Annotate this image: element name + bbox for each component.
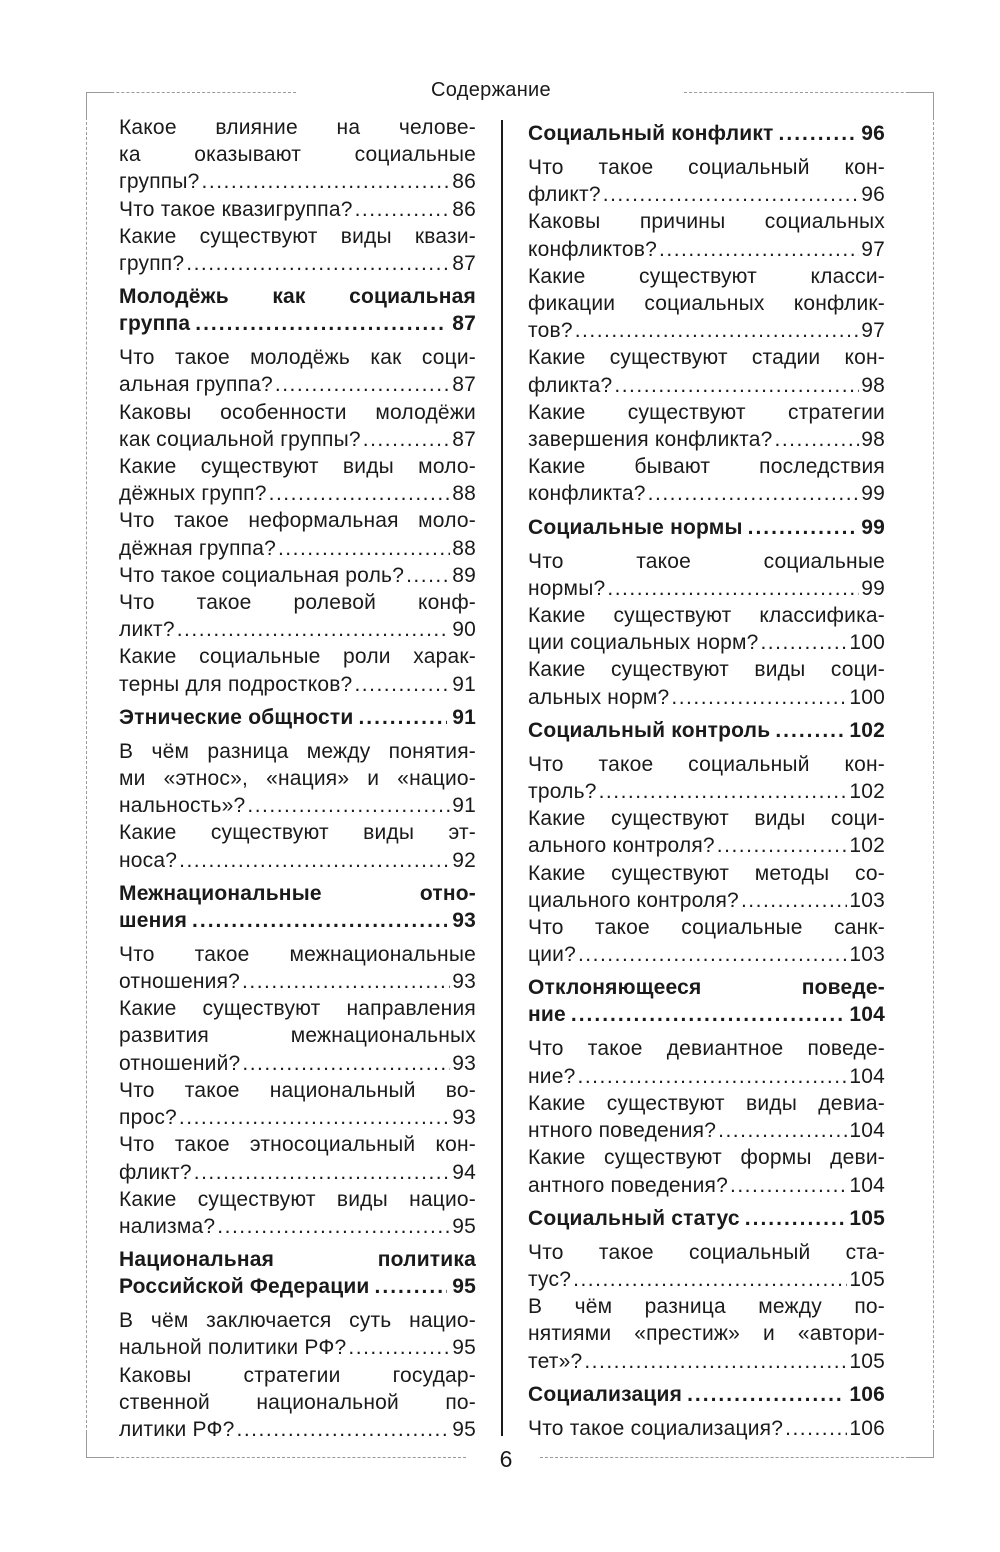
toc-entry-last-line (528, 1063, 885, 1090)
toc-section-heading[interactable] (528, 1381, 885, 1408)
dot-leader (242, 968, 450, 995)
toc-section-heading[interactable] (119, 880, 476, 934)
toc-entry-last-line (528, 717, 885, 744)
dot-leader (375, 1273, 448, 1300)
toc-entry-last-line (528, 317, 885, 344)
dot-leader (785, 1415, 847, 1442)
toc-entry-text: дёжных групп? (119, 482, 267, 506)
toc-entry-line: Что такое социальные санк- (528, 916, 885, 940)
toc-entry-text: Социализация (528, 1382, 683, 1406)
toc-entry-line: Национальная политика (119, 1248, 476, 1272)
dot-leader (603, 181, 860, 208)
toc-entry-last-line (528, 941, 885, 968)
toc-page-number: 88 (452, 482, 476, 506)
dot-leader (217, 1213, 450, 1240)
toc-page-number: 92 (452, 848, 476, 872)
dot-leader (745, 1205, 845, 1232)
toc-entry-text: Что такое социальная роль? (119, 563, 405, 587)
toc-entry-text: Социальный конфликт (528, 122, 774, 145)
toc-entry-line: Какие существуют виды моло- (119, 455, 476, 479)
dot-leader (648, 480, 860, 507)
toc-section-heading[interactable] (119, 283, 476, 337)
dot-leader (202, 168, 451, 195)
toc-entry-line: Отклоняющееся поведе- (528, 976, 885, 1000)
dot-leader (614, 372, 859, 399)
toc-section-heading[interactable] (528, 514, 885, 541)
toc-entry-line: Каковы особенности молодёжи (119, 400, 476, 424)
toc-entry-text: тус? (528, 1267, 572, 1291)
toc-section-heading[interactable] (119, 1246, 476, 1300)
toc-entry-last-line (119, 1273, 476, 1300)
toc-question-entry[interactable] (528, 344, 885, 398)
toc-question-entry[interactable] (119, 1077, 476, 1131)
toc-entry-line: Что такое ролевой конф- (119, 591, 476, 615)
toc-entry-last-line (119, 562, 476, 589)
toc-entry-text: ального контроля? (528, 834, 715, 858)
toc-entry-text: прос? (119, 1106, 177, 1130)
dot-leader (177, 616, 451, 643)
toc-entry-text: как социальной группы? (119, 427, 361, 451)
toc-question-entry[interactable] (119, 399, 476, 453)
toc-entry-line: Что такое молодёжь как соци- (119, 346, 476, 370)
toc-question-entry[interactable] (119, 819, 476, 873)
toc-question-entry[interactable] (528, 860, 885, 914)
dot-leader (775, 426, 860, 453)
toc-entry-text: дёжная группа? (119, 536, 276, 560)
dot-leader (355, 196, 451, 223)
toc-page-number: 87 (452, 373, 476, 397)
toc-entry-last-line (528, 1205, 885, 1232)
dot-leader (575, 317, 860, 344)
toc-question-entry[interactable] (119, 643, 476, 697)
dot-leader (687, 1381, 844, 1408)
toc-entry-line: Какие существуют виды соци- (528, 658, 885, 682)
toc-entry-last-line (528, 629, 885, 656)
dot-leader (671, 684, 847, 711)
toc-entry-last-line (528, 1415, 885, 1442)
toc-question-entry[interactable] (528, 263, 885, 345)
toc-entry-line: Какие существуют виды соци- (528, 807, 885, 831)
toc-page-number: 96 (861, 183, 885, 207)
toc-page-number: 91 (452, 672, 476, 696)
toc-entry-text: нализма? (119, 1214, 216, 1238)
toc-entry-line: Что такое этносоциальный кон- (119, 1133, 476, 1157)
toc-entry-line: Что такое социальные (528, 549, 885, 573)
toc-page-number: 88 (452, 536, 476, 560)
toc-entry-last-line (119, 1213, 476, 1240)
toc-question-entry[interactable] (119, 562, 476, 589)
toc-question-entry[interactable] (119, 1362, 476, 1444)
dot-leader (584, 1348, 847, 1375)
toc-question-entry[interactable] (119, 1186, 476, 1240)
toc-entry-line: Каковы стратегии государ- (119, 1363, 476, 1387)
toc-entry-text: ние? (528, 1064, 576, 1088)
toc-entry-line: Какие бывают последствия (528, 455, 885, 479)
toc-entry-text: тет»? (528, 1349, 583, 1373)
toc-entry-last-line (528, 575, 885, 602)
dot-leader (578, 941, 847, 968)
toc-question-entry[interactable] (528, 453, 885, 507)
toc-page-number: 99 (861, 515, 885, 539)
toc-entry-line: ми «этнос», «нация» и «нацио- (119, 767, 476, 791)
toc-question-entry[interactable] (119, 196, 476, 223)
dot-leader (192, 907, 447, 934)
toc-entry-last-line (528, 120, 885, 147)
toc-left-column (119, 114, 476, 1443)
toc-entry-last-line (528, 887, 885, 914)
toc-page-number: 93 (452, 1106, 476, 1130)
toc-entry-text: группа (119, 312, 191, 336)
toc-page-number: 102 (849, 834, 885, 858)
dot-leader (760, 629, 847, 656)
toc-entry-text: альных норм? (528, 685, 670, 709)
toc-entry-line: Что такое социальный ста- (528, 1240, 885, 1264)
toc-entry-line: Какие существуют виды квази- (119, 224, 476, 248)
dot-leader (358, 704, 447, 731)
dot-leader (599, 778, 848, 805)
toc-page-number: 93 (452, 970, 476, 994)
dot-leader (779, 120, 857, 147)
toc-question-entry[interactable] (119, 738, 476, 820)
toc-page-number: 98 (861, 373, 885, 397)
toc-entry-line: Какие существуют класси- (528, 264, 885, 288)
toc-entry-last-line (119, 371, 476, 398)
toc-entry-last-line (119, 168, 476, 195)
dot-leader (186, 250, 450, 277)
toc-page-number: 89 (452, 563, 476, 587)
dot-leader (730, 1172, 847, 1199)
toc-entry-last-line (528, 514, 885, 541)
toc-entry-last-line (528, 372, 885, 399)
dot-leader (237, 1416, 451, 1443)
toc-question-entry[interactable] (119, 1307, 476, 1361)
toc-entry-line: В чём разница между по- (528, 1295, 885, 1319)
toc-entry-last-line (528, 1348, 885, 1375)
toc-page-number: 95 (452, 1336, 476, 1360)
toc-entry-line: Молодёжь как социальная (119, 285, 476, 309)
toc-question-entry[interactable] (528, 548, 885, 602)
toc-entry-last-line (119, 1416, 476, 1443)
toc-entry-last-line (119, 1050, 476, 1077)
toc-page-number: 100 (849, 631, 885, 655)
dot-leader (741, 887, 847, 914)
toc-entry-last-line (119, 907, 476, 934)
toc-page-number: 104 (849, 1064, 885, 1088)
toc-entry-line: Какие социальные роли харак- (119, 645, 476, 669)
toc-entry-line: В чём заключается суть нацио- (119, 1309, 476, 1333)
toc-page-number: 106 (849, 1382, 885, 1406)
toc-entry-text: Социальные нормы (528, 515, 743, 539)
toc-question-entry[interactable] (528, 399, 885, 453)
toc-entry-text: отношений? (119, 1051, 241, 1075)
toc-entry-text: тов? (528, 319, 573, 343)
toc-entry-line: Какие существуют виды девиа- (528, 1091, 885, 1115)
toc-entry-last-line (119, 1334, 476, 1361)
toc-entry-last-line (528, 1266, 885, 1293)
toc-section-heading[interactable] (528, 717, 885, 744)
toc-entry-text: Социальный статус (528, 1206, 740, 1230)
toc-page-number: 98 (861, 428, 885, 452)
toc-entry-last-line (119, 250, 476, 277)
toc-question-entry[interactable] (119, 453, 476, 507)
toc-entry-text: фликт? (528, 183, 601, 207)
toc-page-number: 94 (452, 1160, 476, 1184)
toc-question-entry[interactable] (528, 805, 885, 859)
toc-entry-text: циального контроля? (528, 888, 739, 912)
toc-page-number: 95 (452, 1275, 476, 1299)
toc-entry-text: нальность»? (119, 794, 246, 818)
toc-question-entry[interactable] (119, 507, 476, 561)
toc-question-entry[interactable] (528, 602, 885, 656)
toc-page-number: 105 (849, 1349, 885, 1373)
toc-question-entry[interactable] (528, 914, 885, 968)
toc-question-entry[interactable] (119, 589, 476, 643)
toc-entry-last-line (528, 1001, 885, 1028)
toc-entry-last-line (528, 1381, 885, 1408)
toc-entry-line: развития межнациональных (119, 1024, 476, 1048)
toc-question-entry[interactable] (528, 1239, 885, 1293)
toc-entry-line: Каковы причины социальных (528, 210, 885, 234)
toc-entry-line: Какие существуют методы со- (528, 861, 885, 885)
toc-entry-line: В чём разница между понятия- (119, 739, 476, 763)
toc-page-number: 91 (452, 794, 476, 818)
toc-entry-last-line (119, 1104, 476, 1131)
toc-entry-line: Какие существуют классифика- (528, 604, 885, 628)
toc-entry-text: альная группа? (119, 373, 273, 397)
toc-page-number: 97 (861, 319, 885, 343)
dot-leader (718, 1117, 847, 1144)
dot-leader (179, 847, 450, 874)
toc-entry-last-line (119, 704, 476, 731)
toc-entry-last-line (528, 778, 885, 805)
toc-entry-text: нальной политики РФ? (119, 1336, 347, 1360)
toc-question-entry[interactable] (119, 1131, 476, 1185)
toc-question-entry[interactable] (528, 751, 885, 805)
dot-leader (775, 717, 844, 744)
toc-page-number: 102 (849, 718, 885, 742)
toc-entry-line: Что такое национальный во- (119, 1078, 476, 1102)
toc-entry-line: Какое влияние на челове- (119, 116, 476, 139)
toc-page-number: 104 (849, 1119, 885, 1143)
toc-section-heading[interactable] (528, 974, 885, 1028)
toc-entry-text: ции социальных норм? (528, 631, 759, 655)
toc-entry-line: нятиями «престиж» и «автори- (528, 1322, 885, 1346)
dot-leader (278, 535, 450, 562)
toc-right-column (528, 114, 885, 1442)
toc-entry-last-line (528, 684, 885, 711)
toc-entry-text: ликт? (119, 618, 175, 642)
dot-leader (406, 562, 450, 589)
dot-leader (607, 575, 859, 602)
toc-entry-text: литики РФ? (119, 1417, 235, 1441)
frame-left-dash (86, 92, 87, 1458)
dot-leader (363, 426, 450, 453)
toc-entry-text: нтного поведения? (528, 1119, 717, 1143)
dot-leader (717, 832, 848, 859)
toc-entry-text: Российской Федерации (119, 1275, 370, 1299)
toc-entry-last-line (528, 480, 885, 507)
toc-entry-text: конфликтов? (528, 237, 658, 261)
toc-page-number: 86 (452, 197, 476, 221)
toc-page-number: 87 (452, 252, 476, 276)
frame-right-dash (933, 92, 934, 1458)
toc-question-entry[interactable] (528, 656, 885, 710)
toc-entry-line: Что такое социальный кон- (528, 156, 885, 179)
toc-entry-text: конфликта? (528, 482, 646, 506)
toc-page-number: 103 (849, 943, 885, 967)
dot-leader (659, 236, 859, 263)
toc-question-entry[interactable] (119, 114, 476, 196)
toc-entry-line: Какие существуют стратегии (528, 400, 885, 424)
toc-entry-text: носа? (119, 848, 178, 872)
dot-leader (348, 1334, 450, 1361)
toc-page-number: 87 (452, 427, 476, 451)
toc-entry-text: группы? (119, 170, 200, 194)
toc-question-entry[interactable] (528, 1090, 885, 1144)
toc-entry-line: ка оказывают социальные (119, 143, 476, 167)
dot-leader (242, 1050, 450, 1077)
toc-entry-last-line (528, 1172, 885, 1199)
dot-leader (748, 514, 857, 541)
toc-page-number: 97 (861, 237, 885, 261)
toc-page-number: 91 (452, 705, 476, 729)
toc-question-entry[interactable] (119, 223, 476, 277)
toc-question-entry[interactable] (528, 1144, 885, 1198)
dot-leader (578, 1063, 848, 1090)
toc-entry-last-line (119, 480, 476, 507)
toc-page-number: 90 (452, 618, 476, 642)
dot-leader (195, 310, 447, 337)
toc-entry-text: Что такое социализация? (528, 1416, 784, 1440)
toc-entry-line: ственной национальной по- (119, 1390, 476, 1414)
page-title: Содержание (431, 79, 551, 101)
toc-question-entry[interactable] (528, 154, 885, 208)
toc-entry-line: Что такое девиантное поведе- (528, 1037, 885, 1061)
toc-entry-last-line (119, 1159, 476, 1186)
dot-leader (354, 671, 450, 698)
toc-page-number: 102 (849, 780, 885, 804)
toc-question-entry[interactable] (119, 941, 476, 995)
toc-entry-last-line (528, 236, 885, 263)
dot-leader (194, 1159, 451, 1186)
toc-entry-text: Социальный контроль (528, 718, 771, 742)
toc-entry-text: антного поведения? (528, 1173, 728, 1197)
page-number: 6 (499, 1446, 513, 1472)
column-divider (501, 120, 503, 1436)
toc-page-number: 87 (452, 312, 476, 336)
dot-leader (179, 1104, 450, 1131)
dot-leader (247, 792, 450, 819)
toc-section-heading[interactable] (119, 704, 476, 731)
toc-question-entry[interactable] (528, 1035, 885, 1089)
toc-entry-text: фликт? (119, 1160, 192, 1184)
toc-entry-text: Этнические общности (119, 705, 354, 729)
toc-entry-line: фикации социальных конфлик- (528, 292, 885, 316)
toc-entry-line: Какие существуют виды нацио- (119, 1187, 476, 1211)
toc-page-number: 104 (849, 1173, 885, 1197)
toc-entry-last-line (119, 968, 476, 995)
toc-page-number: 99 (861, 576, 885, 600)
toc-page-number: 86 (452, 170, 476, 194)
toc-entry-text: ние (528, 1003, 566, 1027)
toc-page-number: 99 (861, 482, 885, 506)
toc-page-number: 95 (452, 1417, 476, 1441)
toc-entry-text: завершения конфликта? (528, 428, 773, 452)
toc-page-number: 93 (452, 908, 476, 932)
toc-entry-line: Какие существуют стадии кон- (528, 346, 885, 370)
toc-entry-last-line (119, 426, 476, 453)
toc-entry-text: фликта? (528, 373, 613, 397)
toc-entry-line: Какие существуют виды эт- (119, 821, 476, 845)
dot-leader (571, 1001, 844, 1028)
dot-leader (269, 480, 451, 507)
toc-question-entry[interactable] (119, 995, 476, 1077)
toc-entry-line: Межнациональные отно- (119, 881, 476, 905)
toc-page-number: 103 (849, 888, 885, 912)
toc-page-number: 100 (849, 685, 885, 709)
toc-entry-line: Что такое неформальная моло- (119, 509, 476, 533)
toc-entry-last-line (528, 181, 885, 208)
toc-question-entry[interactable] (528, 1415, 885, 1442)
toc-page-number: 96 (861, 122, 885, 145)
toc-entry-text: групп? (119, 252, 185, 276)
toc-entry-last-line (119, 847, 476, 874)
toc-question-entry[interactable] (528, 1293, 885, 1375)
toc-page-number: 105 (849, 1267, 885, 1291)
toc-entry-last-line (119, 792, 476, 819)
toc-page-number: 95 (452, 1214, 476, 1238)
dot-leader (275, 371, 450, 398)
toc-entry-line: Что такое межнациональные (119, 942, 476, 966)
toc-question-entry[interactable] (119, 344, 476, 398)
toc-entry-last-line (528, 426, 885, 453)
toc-entry-last-line (119, 535, 476, 562)
toc-page-number: 106 (849, 1416, 885, 1440)
toc-entry-line: Какие существуют направления (119, 997, 476, 1021)
toc-section-heading[interactable] (528, 1205, 885, 1232)
toc-entry-text: троль? (528, 780, 597, 804)
toc-entry-text: ции? (528, 943, 576, 967)
toc-entry-line: Какие существуют формы деви- (528, 1146, 885, 1170)
toc-entry-last-line (528, 832, 885, 859)
dot-leader (573, 1266, 847, 1293)
toc-entry-text: нормы? (528, 576, 606, 600)
toc-entry-last-line (119, 310, 476, 337)
toc-entry-text: отношения? (119, 970, 241, 994)
toc-entry-text: терны для подростков? (119, 672, 353, 696)
toc-entry-last-line (119, 671, 476, 698)
toc-page-number: 105 (849, 1206, 885, 1230)
toc-section-heading[interactable] (528, 120, 885, 147)
toc-entry-last-line (119, 196, 476, 223)
toc-entry-last-line (528, 1117, 885, 1144)
toc-page-number: 104 (849, 1003, 885, 1027)
toc-entry-text: Что такое квазигруппа? (119, 197, 353, 221)
toc-question-entry[interactable] (528, 208, 885, 262)
toc-entry-line: Что такое социальный кон- (528, 752, 885, 776)
toc-entry-last-line (119, 616, 476, 643)
toc-page-number: 93 (452, 1051, 476, 1075)
toc-entry-text: шения (119, 908, 188, 932)
